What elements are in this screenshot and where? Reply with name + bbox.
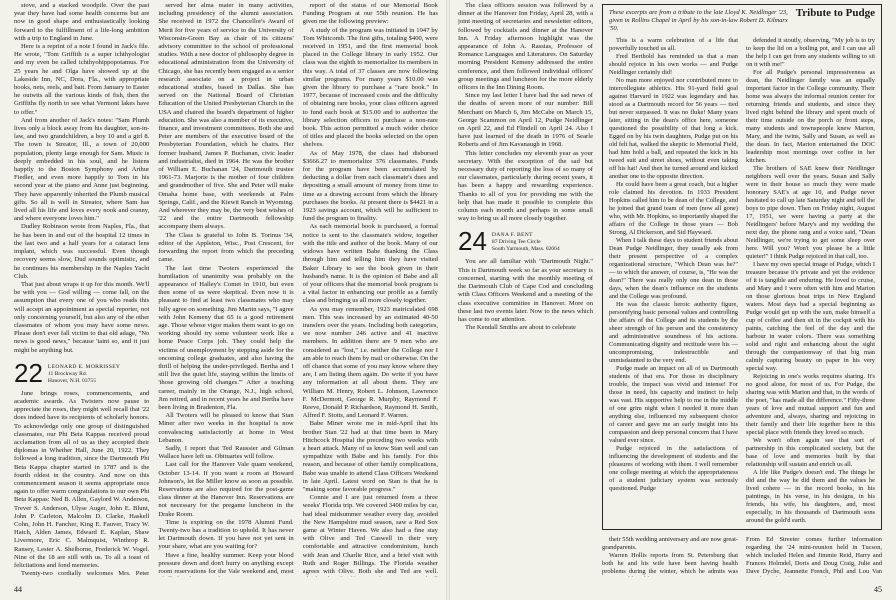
- tribute-paragraph: I have my own special image of Pudge, which I treasure because it's private and yet the evidence of it is tangible and enduring. He loved to cruise, and Mary and I were often with him and Marion on those glorious boat trips in New England waters. Most days had a special beginning as Pudge would get up with the sun, make himself a cup of coffee and then sit in the cockpit with his paints, catching the feel of the day and the harbour in water colors. There was something solid and right and enhancing about the sight through the companionway of that big man calmly capturing beauty on paper in his very special way.: [746, 261, 875, 372]
- article-paragraph: stove, and a stacked woodpile. Over the past year they have had some health concerns but are now in good shape and enthusiastically looking forward to the fulfillment of a life-long ambition with a trip to England in June.: [14, 2, 150, 42]
- page-number: 44: [14, 585, 22, 594]
- tribute-right-column: [746, 37, 875, 525]
- tribute-paragraph: Fred Berthold has reminded us that a man should rejoice in his own works — and Pudge Neidlinger certainly did!: [609, 53, 738, 76]
- article-paragraph: Here is a reprint of a note I found in Jack's file. He wrote, "Tom Griffith is a super ichthyologist and my even be called ichthyohippopotamus. For 25 years he and Olga have showed up at the Lakeside Inn, NC, Dora, Fla., with appropriate books, nets, reels, and bait. From January to Easter he outwits all the various kinds of fish, then the Griffiths fly north to see what Vermont lakes have to offer.": [14, 43, 150, 116]
- tribute-paragraph: When I talk these days to student friends about Dean Pudge Neidlinger, they usually ask from their present perspective of a complex organizational structure, "Which Dean was he?" — to which the answer, of course, is, "He was the dean!" There was really only one dean in those days, when the dean's influence on the students and the College was profound.: [609, 237, 738, 300]
- left-column-2: [158, 2, 293, 577]
- class-22-header: [14, 357, 149, 388]
- article-paragraph: The last time Twoters experienced the humiliation of unanimity was probably on the appearance of Halley's Comet in 1910, but even then some of us were skeptical. Even now it is pleasant to find at least two classmates who may fully agree on something. Jim Martin says, "I agree with John Kemeny that 65 is a good retirement age. Those whose vigor makes them want to go on working should try some volunteer work like a home Peace Corps job. They could help the victims of unemployment by stepping aside for the oncoming college graduates, and also having the thrill of helping the under-privileged. Bertha and I still live the quiet life, staying within the limits of 'those growing old changes.'" After a teaching career, mainly in the Orange, N.J., high school, Jim retired, and in recent years he and Bertha have been living in Bradenton, Fla.: [158, 264, 294, 411]
- article-paragraph: As each memorial book is purchased, a formal notice is sent to the classmate's widow, together with the title and author of the book. Many of our widows have written Babe thanking the Class through him and telling him they have visited Baker Library to see the book given in their husband's name. It is the opinion of Babe and all of your officers that the memorial book program is a vital factor in enhancing our profile as a family class and bringing us all more closely together.: [302, 223, 438, 305]
- article-paragraph: Babe Miner wrote me in mid-April that his brother Stan '22 had at that time been in Mary Hitchcock Hospital the preceding two weeks with a heart attack. Many of us know Stan well and can sympathize with Babe and his family. For this reason, and because of other family complications, Babe was unable to attend Class Officers Weekend in late April. Latest word on Stan is that he is "making some favorable progress.": [302, 420, 438, 493]
- article-paragraph: Sadly, I report that Ted Raussier and Gilman Wallace have left us. Obituaries will follow.: [158, 444, 294, 461]
- left-column-3: [303, 2, 438, 577]
- tribute-paragraph: No man more enjoyed nor contributed more to intercollegiate athletics. His 91-yard field goal against Harvard in 1922 was legendary and has stood as a Dartmouth record for 56 years — tied but never surpassed. It was no fluke! Many years later, sitting in the dean's office here, someone questioned the possibility of that long a kick. Egged on by his twin daughters, Pudge put on his old felt hat, walked the skeptic to Memorial Field, had him hold a ball, and repeated the kick in his tweed suit and street shoes, without even taking off his hat! And then he turned around and kicked another one to the opposite direction.: [609, 77, 738, 180]
- mini-reunion-note: From Ed Streeter comes further information regarding the '24 mini-reunion held in Tucson, which included Helen and Jimmie Reid, Harry and Frances Holmdel, Doris and Doug Craig, Julie and Dave Dyche, Jeannette French, Phil and Lou Van: [746, 536, 882, 575]
- tribute-title: Tribute to Pudge: [795, 7, 875, 19]
- tribute-paragraph: This is a warm celebration of a life that powerfully touched us all.: [609, 37, 738, 52]
- article-paragraph: And from another of Jack's notes: "Sam Plumb lives only a block away from his daughter, son-in-law, and two grandchildren, a boy 10 and a girl 8. The town is Streator, Ill., a town of 20,000 population, plenty large enough for Sam. Music is deeply embedded in his soul, and he listens happily to the Boston Symphony and Arthur Fiedler, and even more happily to Tom in his second year at the piano and Anne just beginning. They have apparently inherited the Plumb musical gifts. So all is well in Streator, where Sam has lived all his life and loves every nook and cranny, and where everyone loves him.": [14, 116, 150, 223]
- tribute-paragraph: We won't often again see that sort of partnership in this complicated society, but the base of love and memories built by that relationship will sustain and enrich us all.: [746, 437, 875, 468]
- article-paragraph: Dudley Robinson wrote from Naples, Fla., that he has been in and out of the hospital 12 times in the last two and a half years for a cataract lens implant, which was successful. Even though recovery seems slow, Dud sounds optimistic, and he continues his membership in the Naples Yacht Club.: [14, 223, 150, 280]
- tribute-paragraph: Rejoicing in one's works requires sharing. It's no good alone, for most of us. For Pudge, the sharing was with Marion and that, in the words of the poet, "has made all the difference." Fifty-three years of love and mutual support and fun and adventure and, always, sharing and rejoicing in their family and their life together here in this special place with friends they loved so much.: [746, 373, 875, 436]
- class-secretary-contact: DANA F. BENT 87 Driving Tee Circle South Yarmouth, Mass. 02664: [491, 232, 560, 253]
- article-paragraph: The class officers session was followed by a dinner at the Hanover Inn Friday, April 28, with a joint meeting of secretaries and newsletter editors, followed by cocktails and dinner at the Hanover Inn. A Friday afternoon highlight was the appearance of John A. Rassias, Professor of Romance Languages and Literatures. On Saturday morning President Kemeny addressed the entire conference, and then followed individual officers' group meetings and luncheon for the more elderly officers in the Inn Dining Room.: [458, 2, 593, 92]
- class-number: 24: [458, 226, 487, 257]
- article-paragraph: All Twoters will be pleased to know that Stan Miner after two weeks in the hospital is now convalescing satisfactorily at home in West Lebanon.: [158, 412, 294, 444]
- article-paragraph: As you may remember, 1923 matriculated 698 men. This was increased by an estimated 40-50 transfers over the years. Including both categories, we now number 246 active and 41 inactive members. In addition there are 9 men who are considered as "lost," i.e. neither the College nor I am able to reach them by mail or otherwise. On the off chance that some of you may know where they are, I am listing them again. Do write if you have any information at all about them. They are William M. Henry, Robert L. Johnson, Lawrence F. McDermott, George R. Murphy, Raymond F. Reeve, Donald P. Richardson, Raymond H. Smith, Alfred F. Stotts, and Leonard F. Warren.: [302, 305, 438, 420]
- tribute-intro: These excerpts are from a tribute to the late Lloyd K. Neidlinger '23, given in Rollins Chapel in April by his son-in-law Robert D. Kilmarx '50.: [609, 9, 788, 32]
- right-column-2-below-tribute: [602, 536, 738, 577]
- right-column-1: [458, 2, 593, 577]
- article-paragraph: A study of the program was initiated in 1947 by Tom Whitcomb. The first gifts, totaling $400, were received in 1951, and the first memorial book placed in the College library in early 1952. Our class was the eighth to memorialize its members in this way. A total of 37 classes are now following similar programs. For many years $10.00 was given the library to purchase a "rare book." In 1977, because of increased costs and the difficulty of obtaining rare books, your class officers agreed to fund each book at $15.00 and to authorize the library selection officers to purchase a non-rare book. This action permitted a much wider choice of titles and placed the books selected on the open shelves.: [302, 26, 438, 149]
- right-page: [448, 0, 896, 600]
- right-column-3-below-tribute: [746, 536, 882, 577]
- article-paragraph: their 55th wedding anniversary and are now great-grandparents.: [602, 536, 738, 551]
- page-number: 45: [874, 585, 882, 594]
- article-paragraph: served her alma mater in many activities, including presidency of the alumni association. She received in 1972 the Chancellor's Award of Merit for five years of service to the University of Wisconsin-Green Bay as chair of its citizens' advisory committee to the school of professional studies. With a new doctor of philosophy degree in educational administration from the University of Chicago, she has recently been engaged as a senior research associate on a project in urban educational studies, based in Dallas. She has served on the National Board of Christian Education of the United Presbyterian Church in the USA and chaired the board's department of higher education. She was also a member of its executive, finance, and investment committees. Both she and Peter are members of the executive board of the Presbyterian Foundation, which he chairs. Her former husband, James P. Buchanan, civic leader and industrialist, died in 1964. He was the brother of William E. Buchanan '24, Dartmouth trustee 1961-73. Marjorie is the mother of four children and grandmother of five. She and Peter will make Omaha home base, with weekends at Palm Springs, Calif., and the Kiewit Ranch in Wyoming. And wherever they may be, the very best wishes of '22 and the entire Dartmouth fellowship accompany them always.: [158, 2, 294, 231]
- article-paragraph: That just about wraps it up for this month. We'll be with you — God willing — come fall, on the assumption that every one of you who reads this will accept an appointment as special reporter, not only concerning yourself, but also any of the other classmates of whom you may have some news. Please don't ever fall victim to that old adage, "No news is good news," because 'taint so, and it just might be anything but.: [14, 280, 150, 354]
- article-paragraph: June brings roses, commencements, and academic awards. As Twisters now pause to appreciate the roses, they might well recall that '22 does indeed have its recipients of scholarly honors. To acknowledge only one group of distinguished classmates, our Phi Beta Kappas received proud acclamation from all of us as they accepted their diplomas in Whether Hall, June 20, 1922. They followed a long tradition, since the Dartmouth Phi Beta Kappa chapter started in 1787 and is the fourth oldest in the country. And now on this commencement season it seems appropriate once again to offer warm congratulations to our own Phi Beta Kappas: Ned B. Allen, Gaylord W. Anderson, Trever S. Anderson, Ulyse Auger, John E. Blunt, John P. Carleton, Malcolm D. Clarke, Haskell Cohn, John H. Fancher, King E. Fauver, Tracy W. Hatch, Alden James, Edward E. Kaplan, Shaw Livermore, Eric C. Malmquist, Winthrop R. Ransey, Lester A. Shelborne, Frederick W. Vogel. Nine of the 18 are still with us. To all a toast of felicitations and fond memories.: [14, 389, 150, 569]
- left-column-1: [14, 2, 149, 577]
- article-paragraph: report of the status of our Memorial Book Funding Program at our 55th reunion. He has given me the following preview:: [302, 2, 438, 26]
- article-paragraph: Twenty-two cordially welcomes Mrs. Peter: [21, 570, 150, 577]
- tribute-paragraph: He was the classic heroic authority figure, personifying basic personal values and controlling the affairs of the College and its students by the sheer strength of his person and the consistency and administrative soundness of his actions. Communicating dignity and rectitude were his — uncompromising, indestructible and unmisdaunted to the very end.: [609, 301, 738, 364]
- article-paragraph: Time is expiring on the 1978 Alumni Fund. Twenty-two has a tradition to uphold. It has never let Dartmouth down. If you have not yet sent in your share, what are you waiting for?: [158, 518, 294, 551]
- tribute-paragraph: He could have been a great coach, but a higher role claimed his devotion. In 1933 President Hopkins called him to be dean of the College, and he joined that grand team of men (now all gone) who, with Mr. Hopkins, so importantly shaped the affairs of the College in those years — Bob Strong, Al Dickerson, and Sid Hayward.: [609, 181, 738, 236]
- article-paragraph: As of May 1978, the class had disbursed $3666.27 to memorialize 376 classmates. Funds for the program have been accumulated by deducting a dollar from each classmate's dues and depositing a small amount of money from time to time as a drawing account from which the library purchases the books. At present there is $4421 in a 1923 savings account, which will be sufficient to fund the program to finality.: [302, 149, 438, 223]
- tribute-paragraph: Pudge made an impact on all of us Dartmouth students of that era. For those in disciplinary trouble, the impact was vivid and intense! For those in need, his capacity and instinct to help was vast. His supportive help to me in the middle of one grim night when I needed it more than anything else, influenced my subsequent choice of career and gave me an early insight into his compassion and deep personal concern that I have valued ever since.: [609, 365, 738, 444]
- article-paragraph: The Class is grateful to John B. Torinus '34, editor of the Appleton, Wisc., Post Crescent, for forwarding the report from which the preceding came.: [158, 231, 294, 264]
- tribute-paragraph: For all Pudge's personal impressiveness as dean, the Neidlinger family was an equally important factor in the College community. Their home was always the informal reunion center for returning friends and students, and since they lived right behind the library and spent much of their time outside on the porch or front steps, many students and townspeople knew Marion, Mary, and the twins, Sally and Susan, as well as the dean. In fact, Marion entertained the DOC leadership most mornings over coffee in her kitchen.: [746, 69, 875, 164]
- article-paragraph: Since my last letter I have had the sad news of the deaths of seven more of our number: Bill Merchant on March 6, Jim McCabe on March 15, George Scammon on April 12, Pudge Neidlinger on April 22, and Ed Flindell on April 24. Also I have just learned of the death in 1976 of Searle Roberts and of Jim Kavanaugh in 1968.: [458, 92, 593, 149]
- class-24-header: [458, 226, 593, 257]
- article-paragraph: You are all familiar with "Dartmouth Night." This is Dartmouth week so far as your secretary is concerned, starting with the monthly meeting of the Dartmouth Club of Cape Cod and concluding with Class Officers Weekend and a meeting of the class executive committee in Hanover. More on these last two events later. Now to the news which has come to our attention.: [458, 258, 593, 323]
- tribute-paragraph: The brothers of SAE knew their Neidlinger neighbors well over the years. Susan and Sally were in their house so much they were made honorary SAE's at age 10, and Pudge never hesitated to call up late Saturday night and tell the boys to pipe down. Then on Friday night, August 17, 1951, we were having a party at the Neidlingers' before Mary's and my wedding the next day, the phone rang and a voice said, "Dean Neidlinger, we're trying to get some sleep over here. Will you? Won't you please be a little quieter!" I think Pudge rejoiced in that call, too.: [746, 165, 875, 260]
- class-secretary-contact: LEONARD E. MORRISSEY 11 Brockway Rd. Hanover, N.H. 03755: [47, 363, 121, 384]
- article-paragraph: Connie and I are just returned from a three weeks' Florida trip. We covered 3400 miles by car, had ideal midsummer weather every day, avoided the New Hampshire mud season, saw a Red Sox game at Winter Haven. We also had a fine stay with Olive and Ted Caswell in their very comfortable and attractive condominium, lunch with Jean and Charlie Rice, and a brief visit with Ruth and Roger Billings. The Florida weather agrees with Olive. Both she and Ted are well.: [302, 494, 438, 576]
- tribute-area: [602, 2, 882, 577]
- class-number: 22: [14, 357, 43, 388]
- tribute-paragraph: defended it stoutly, observing, "My job is to try to keep the lid on a boiling pot, and I can use all the help I can get from any students willing to sit on it with me!": [746, 37, 875, 68]
- tribute-paragraph: Pudge rejoiced in the satisfactions of influencing the development of students and the pleasures of working with them. I well remember one college meeting at which the appropriateness of a student judiciary system was seriously questioned. Pudge: [609, 445, 738, 492]
- article-paragraph: This letter concludes my eleventh year as your secretary. With the exception of the sad but necessary duty of reporting the loss of so many of our classmates, particularly during recent years, it has been a happy and rewarding experience. Thanks to all of you for providing me with the help that has made it possible to complete this column each month and perhaps in some small way to bring us all more closely together.: [458, 149, 593, 223]
- article-paragraph: Last call for the Hanover Vale quam weekend, October 13-14. If you want a room at Howard Johnson's, let Ike Miller know as soon as possible. Reservations are also required for the post-game class dinner at the Hanover Inn. Reservations are not necessary for the pregame luncheon in the Drake Room.: [158, 461, 294, 518]
- tribute-box: [602, 4, 882, 530]
- tribute-left-column: [609, 37, 738, 525]
- tribute-paragraph: A life like Pudge's doesn't end. The things he did and the way he did them and the values he lived cohere — in the record books, in his paintings, in his verse, in his designs, in his friends, his wife, his daughters, and, most especially, in his thousands of Dartmouth sons around the gold'd earth.: [746, 469, 875, 524]
- article-paragraph: The Kendall Smiths are about to celebrate: [465, 324, 576, 332]
- article-paragraph: Warren Hollis reports from St. Petersburg that both he and his wife have been having health problems during the winter, which he admits was: [602, 552, 738, 575]
- article-paragraph: Have a fine, healthy summer. Keep your blood pressure down and don't hurry on anything except room reservations for the Vale weekend and, most: [158, 551, 294, 576]
